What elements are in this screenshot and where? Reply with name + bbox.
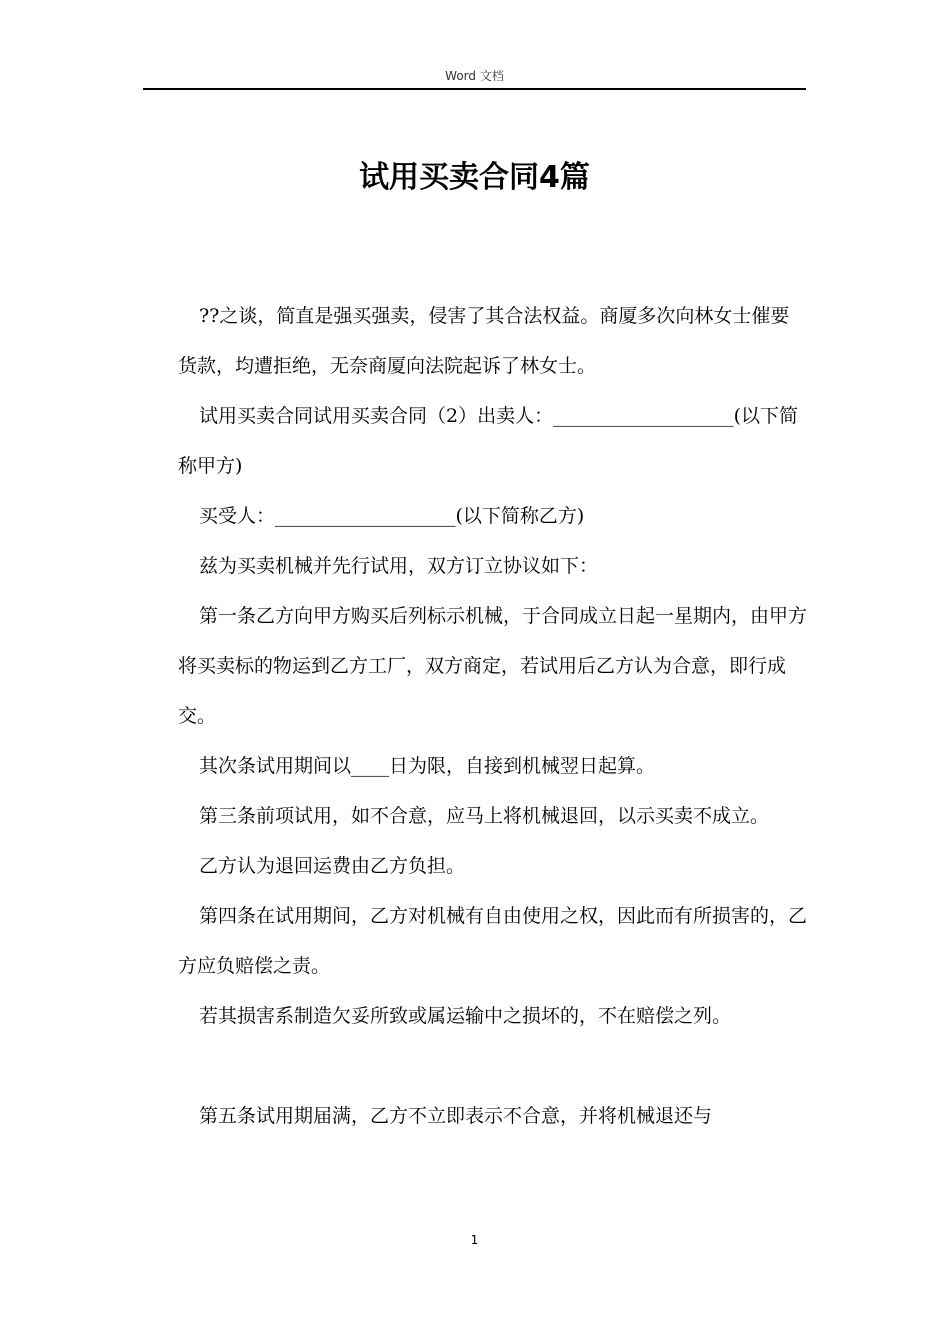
header-rule — [143, 88, 806, 90]
paragraph-9: 第四条在试用期间，乙方对机械有自由使用之权，因此而有所损害的，乙方应负赔偿之责。 — [178, 905, 808, 977]
paragraph-3: 买受人：___________________(以下简称乙方) — [199, 505, 585, 527]
paragraph-11: 第五条试用期届满，乙方不立即表示不合意，并将机械退还与 — [199, 1105, 713, 1127]
paragraph-1: ??之谈，简直是强买强卖，侵害了其合法权益。商厦多次向林女士催要货款，均遭拒绝，无奈商厦向法院起诉了林女士。 — [178, 305, 790, 377]
paragraph-2: 试用买卖合同试用买卖合同（2）出卖人：___________________(以下简称甲方) — [178, 405, 799, 477]
paragraph-5: 第一条乙方向甲方购买后列标示机械，于合同成立日起一星期内，由甲方将买卖标的物运到乙方工厂，双方商定，若试用后乙方认为合意，即行成交。 — [178, 605, 808, 727]
paragraph-8: 乙方认为退回运费由乙方负担。 — [199, 855, 466, 877]
page-header: Word 文档 — [445, 69, 504, 83]
document-title: 试用买卖合同4篇 — [359, 160, 590, 195]
paragraph-10: 若其损害系制造欠妥所致或属运输中之损坏的，不在赔偿之列。 — [199, 1005, 732, 1027]
paragraph-7: 第三条前项试用，如不合意，应马上将机械退回，以示买卖不成立。 — [199, 805, 770, 827]
paragraph-6: 其次条试用期间以____日为限，自接到机械翌日起算。 — [199, 755, 656, 777]
document-body — [178, 291, 808, 1141]
paragraph-4: 兹为买卖机械并先行试用，双方订立协议如下： — [199, 555, 599, 577]
page-number: 1 — [470, 1233, 479, 1247]
